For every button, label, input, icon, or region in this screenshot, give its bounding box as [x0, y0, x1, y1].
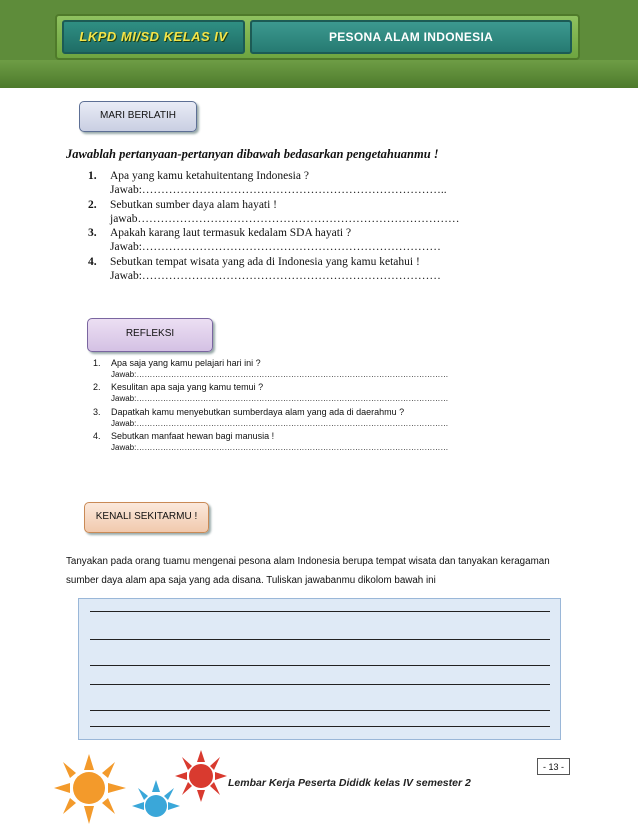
- question-text: Apa yang kamu ketahuitentang Indonesia ?: [110, 170, 309, 182]
- writing-line: [90, 639, 550, 640]
- question-number: 3.: [88, 227, 97, 240]
- answer-line: Jawab:……………………………………………………………………: [110, 241, 441, 254]
- header-ribbon-fold: [0, 60, 638, 88]
- exercise-question: [88, 255, 508, 284]
- reflection-question-list: [93, 357, 473, 454]
- answer-writing-box[interactable]: [78, 598, 561, 740]
- question-number: 1.: [88, 170, 97, 182]
- writing-line: [90, 665, 550, 666]
- question-text: Dapatkah kamu menyebutkan sumberdaya alam yang ada di daerahmu ?: [111, 406, 405, 417]
- task-paragraph: Tanyakan pada orang tuamu mengenai pesona alam Indonesia berupa tempat wisata dan tanyakan keragaman sumber daya alam apa saja yang ada disana. Tuliskan jawabanmu dikolom bawah ini: [66, 556, 550, 586]
- question-number: 3.: [93, 406, 101, 417]
- answer-line: jawab…………………………………………………………………………: [110, 212, 460, 225]
- answer-line: Jawab:………………………………………………………………………………………………………: [111, 370, 449, 379]
- red-sun-icon: [172, 748, 230, 804]
- exercise-question: [88, 169, 508, 198]
- question-text: Kesulitan apa saja yang kamu temui ?: [111, 382, 264, 393]
- question-number: 1.: [93, 358, 101, 368]
- page-number: - 13 -: [537, 758, 570, 775]
- reflection-question: [93, 406, 473, 430]
- question-number: 2.: [88, 198, 97, 211]
- answer-line: Jawab:………………………………………………………………………………………………………: [111, 442, 449, 452]
- question-text: Sebutkan manfaat hewan bagi manusia !: [111, 430, 275, 441]
- question-number: 4.: [93, 430, 101, 441]
- answer-line: Jawab:……………………………………………………………………..: [110, 184, 447, 197]
- question-number: 4.: [88, 255, 97, 268]
- header-topic-title: [250, 20, 572, 54]
- question-text: Apakah karang laut termasuk kedalam SDA hayati ?: [110, 227, 352, 240]
- writing-line: [90, 611, 550, 612]
- exercise-instruction: Jawablah pertanyaan-pertanyan dibawah bedasarkan pengetahuanmu !: [66, 147, 439, 161]
- writing-line: [90, 726, 550, 727]
- exercise-question-list: [88, 169, 508, 283]
- header-topic-title-text: PESONA ALAM INDONESIA: [328, 30, 494, 44]
- reflection-question: [93, 357, 473, 381]
- header-class-title: [62, 20, 245, 54]
- reflection-question: [93, 430, 473, 454]
- answer-line: Jawab:……………………………………………………………………: [110, 270, 441, 283]
- orange-sun-icon: [48, 748, 130, 826]
- footer-text: Lembar Kerja Peserta Dididk kelas IV semester 2: [228, 777, 471, 789]
- question-text: Sebutkan sumber daya alam hayati !: [110, 198, 278, 211]
- answer-line: Jawab:………………………………………………………………………………………………………: [111, 394, 449, 404]
- tab-kenali-sekitarmu: KENALI SEKITARMU !: [84, 502, 209, 533]
- writing-line: [90, 684, 550, 685]
- answer-line: Jawab:………………………………………………………………………………………………………: [111, 418, 449, 428]
- header-class-title-text: LKPD MI/SD KELAS IV: [79, 29, 228, 44]
- exercise-question: [88, 198, 508, 227]
- writing-line: [90, 710, 550, 711]
- tab-mari-berlatih: MARI BERLATIH: [79, 101, 197, 132]
- question-text: Apa saja yang kamu pelajari hari ini ?: [111, 358, 261, 368]
- tab-refleksi: REFLEKSI: [87, 318, 213, 352]
- question-number: 2.: [93, 382, 101, 393]
- reflection-question: [93, 381, 473, 405]
- question-text: Sebutkan tempat wisata yang ada di Indonesia yang kamu ketahui !: [110, 255, 420, 268]
- exercise-question: [88, 226, 508, 255]
